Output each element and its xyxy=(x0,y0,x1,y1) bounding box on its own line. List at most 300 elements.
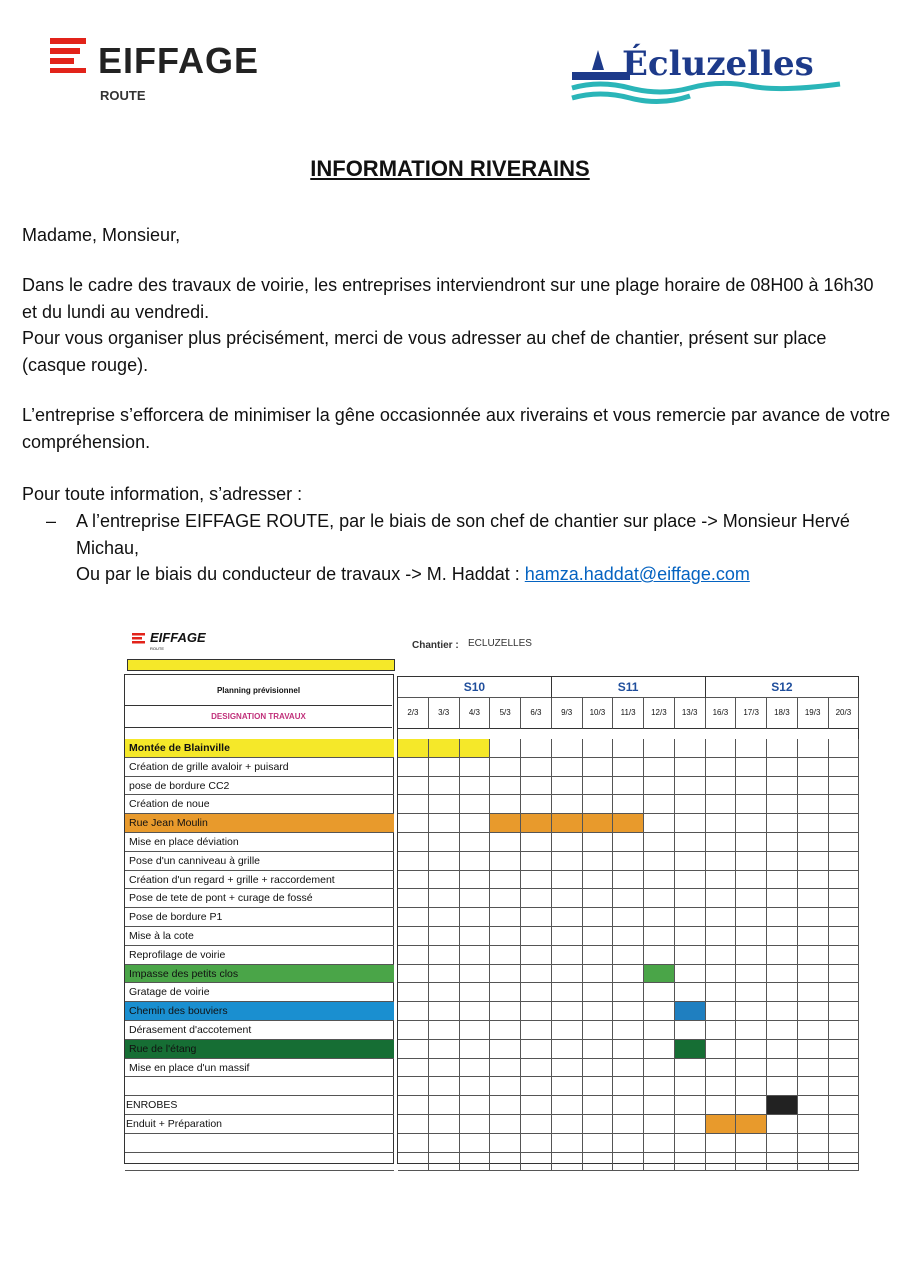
gantt-cell xyxy=(675,983,706,1002)
task-list xyxy=(124,674,394,1164)
gantt-cell xyxy=(675,1134,706,1153)
gantt-cell xyxy=(798,758,829,777)
gantt-bar xyxy=(521,814,552,833)
gantt-cell xyxy=(460,927,491,946)
date-header: 19/3 xyxy=(798,698,829,729)
gantt-cell xyxy=(706,1096,737,1115)
gantt-cell xyxy=(613,1059,644,1078)
gantt-cell xyxy=(798,739,829,758)
gantt-cell xyxy=(552,758,583,777)
gantt-cell xyxy=(490,908,521,927)
gantt-cell xyxy=(644,795,675,814)
gantt-cell xyxy=(490,927,521,946)
gantt-cell xyxy=(798,777,829,796)
gantt-cell xyxy=(706,739,737,758)
gantt-cell xyxy=(675,739,706,758)
gantt-cell xyxy=(829,927,860,946)
gantt-cell xyxy=(552,1096,583,1115)
gantt-cell xyxy=(429,1134,460,1153)
gantt-cell xyxy=(490,1153,521,1172)
gantt-cell xyxy=(675,927,706,946)
gantt-cell xyxy=(706,1134,737,1153)
gantt-cell xyxy=(429,1059,460,1078)
gantt-cell xyxy=(706,1153,737,1172)
gantt-cell xyxy=(521,1002,552,1021)
gantt-cell xyxy=(644,908,675,927)
gantt-cell xyxy=(644,946,675,965)
week-header: S10 xyxy=(398,677,552,698)
gantt-cell xyxy=(613,1153,644,1172)
gantt-cell xyxy=(736,871,767,890)
gantt-cell xyxy=(798,1059,829,1078)
gantt-cell xyxy=(829,1002,860,1021)
task-row: Rue de l'étang xyxy=(125,1040,394,1059)
task-row: Impasse des petits clos xyxy=(125,965,394,984)
gantt-cell xyxy=(583,1059,614,1078)
gantt-bar xyxy=(398,739,429,758)
gantt-cell xyxy=(613,946,644,965)
gantt-cell xyxy=(429,1153,460,1172)
gantt-cell xyxy=(829,758,860,777)
gantt-cell xyxy=(552,1002,583,1021)
gantt-cell xyxy=(736,983,767,1002)
gantt-bar xyxy=(644,965,675,984)
gantt-cell xyxy=(490,1040,521,1059)
gantt-cell xyxy=(706,983,737,1002)
gantt-cell xyxy=(767,758,798,777)
gantt-cell xyxy=(613,983,644,1002)
gantt-cell xyxy=(706,908,737,927)
gantt-cell xyxy=(644,1115,675,1134)
gantt-cell xyxy=(490,1002,521,1021)
gantt-cell xyxy=(736,1153,767,1172)
gantt-cell xyxy=(675,1077,706,1096)
gantt-cell xyxy=(736,889,767,908)
gantt-cell xyxy=(460,983,491,1002)
gantt-cell xyxy=(398,1077,429,1096)
gantt-cell xyxy=(460,758,491,777)
gantt-cell xyxy=(490,1115,521,1134)
gantt-cell xyxy=(429,983,460,1002)
gantt-cell xyxy=(398,1059,429,1078)
gantt-cell xyxy=(583,908,614,927)
gantt-cell xyxy=(798,1040,829,1059)
task-row xyxy=(125,1134,394,1153)
gantt-cell xyxy=(706,795,737,814)
gantt-cell xyxy=(398,795,429,814)
gantt-cell xyxy=(521,1096,552,1115)
gantt-cell xyxy=(552,739,583,758)
gantt-cell xyxy=(675,1059,706,1078)
task-row xyxy=(125,1077,394,1096)
gantt-cell xyxy=(829,795,860,814)
gantt-cell xyxy=(644,739,675,758)
gantt-cell xyxy=(613,777,644,796)
planning-logo: EIFFAGE ROUTE xyxy=(132,632,146,650)
gantt-cell xyxy=(798,852,829,871)
gantt-cell xyxy=(644,777,675,796)
gantt-cell xyxy=(429,758,460,777)
date-header: 9/3 xyxy=(552,698,583,729)
gantt-cell xyxy=(398,1134,429,1153)
gantt-cell xyxy=(398,1040,429,1059)
gantt-cell xyxy=(613,1077,644,1096)
gantt-cell xyxy=(767,1040,798,1059)
date-header: 3/3 xyxy=(429,698,460,729)
gantt-cell xyxy=(460,1096,491,1115)
gantt-cell xyxy=(583,833,614,852)
gantt-cell xyxy=(490,758,521,777)
gantt-cell xyxy=(798,1021,829,1040)
gantt-cell xyxy=(706,1002,737,1021)
gantt-cell xyxy=(613,1096,644,1115)
gantt-cell xyxy=(644,1153,675,1172)
date-header: 20/3 xyxy=(829,698,860,729)
gantt-cell xyxy=(644,871,675,890)
gantt-cell xyxy=(767,1115,798,1134)
gantt-cell xyxy=(398,983,429,1002)
gantt-cell xyxy=(829,965,860,984)
gantt-cell xyxy=(429,777,460,796)
gantt-cell xyxy=(521,1153,552,1172)
gantt-cell xyxy=(736,946,767,965)
gantt-cell xyxy=(583,965,614,984)
gantt-cell xyxy=(552,965,583,984)
gantt-cell xyxy=(521,871,552,890)
gantt-cell xyxy=(398,1096,429,1115)
gantt-cell xyxy=(552,1115,583,1134)
task-row: Dérasement d'accotement xyxy=(125,1021,394,1040)
gantt-cell xyxy=(675,946,706,965)
gantt-cell xyxy=(644,1096,675,1115)
gantt-cell xyxy=(829,814,860,833)
gantt-cell xyxy=(552,927,583,946)
eiffage-bars-icon xyxy=(132,633,146,645)
gantt-cell xyxy=(460,946,491,965)
gantt-cell xyxy=(644,814,675,833)
gantt-cell xyxy=(736,795,767,814)
gantt-cell xyxy=(521,777,552,796)
gantt-cell xyxy=(798,1096,829,1115)
gantt-cell xyxy=(613,1134,644,1153)
task-row: Pose de bordure P1 xyxy=(125,908,394,927)
gantt-cell xyxy=(460,1059,491,1078)
gantt-cell xyxy=(644,758,675,777)
gantt-cell xyxy=(798,1134,829,1153)
chantier-label: Chantier : xyxy=(412,640,459,651)
gantt-cell xyxy=(736,1134,767,1153)
date-header: 10/3 xyxy=(583,698,614,729)
gantt-cell xyxy=(767,795,798,814)
gantt-cell xyxy=(429,814,460,833)
gantt-cell xyxy=(490,1077,521,1096)
gantt-cell xyxy=(521,1059,552,1078)
gantt-cell xyxy=(429,1021,460,1040)
gantt-cell xyxy=(429,1115,460,1134)
gantt-cell xyxy=(675,833,706,852)
gantt-bar xyxy=(429,739,460,758)
gantt-cell xyxy=(829,1153,860,1172)
gantt-cell xyxy=(429,852,460,871)
gantt-cell xyxy=(736,1096,767,1115)
gantt-cell xyxy=(675,889,706,908)
gantt-cell xyxy=(429,1096,460,1115)
gantt-cell xyxy=(644,927,675,946)
gantt-cell xyxy=(613,1040,644,1059)
gantt-cell xyxy=(829,1096,860,1115)
gantt-cell xyxy=(613,1021,644,1040)
gantt-cell xyxy=(583,946,614,965)
gantt-cell xyxy=(552,1040,583,1059)
gantt-cell xyxy=(767,1153,798,1172)
task-row: ENROBES xyxy=(125,1096,394,1115)
gantt-cell xyxy=(490,852,521,871)
gantt-cell xyxy=(644,1134,675,1153)
gantt-cell xyxy=(490,833,521,852)
gantt-cell xyxy=(398,777,429,796)
gantt-cell xyxy=(552,889,583,908)
gantt-cell xyxy=(521,1021,552,1040)
gantt-cell xyxy=(829,908,860,927)
gantt-cell xyxy=(798,795,829,814)
gantt-cell xyxy=(398,1153,429,1172)
paragraph-apology: L’entreprise s’efforcera de minimiser la gêne occasionnée aux riverains et vous remercie par avance de votre compréhension. xyxy=(22,405,891,452)
gantt-cell xyxy=(583,1077,614,1096)
company-name: EIFFAGE xyxy=(98,40,260,81)
gantt-cell xyxy=(675,871,706,890)
gantt-cell xyxy=(736,739,767,758)
gantt-cell xyxy=(552,946,583,965)
gantt-cell xyxy=(583,889,614,908)
gantt-cell xyxy=(613,1002,644,1021)
gantt-cell xyxy=(552,871,583,890)
gantt-cell xyxy=(675,758,706,777)
gantt-cell xyxy=(552,777,583,796)
gantt-cell xyxy=(583,1153,614,1172)
gantt-cell xyxy=(583,1096,614,1115)
gantt-cell xyxy=(736,758,767,777)
gantt-bar xyxy=(613,814,644,833)
gantt-cell xyxy=(398,889,429,908)
gantt-cell xyxy=(736,927,767,946)
gantt-cell xyxy=(736,908,767,927)
bullet-dash: – xyxy=(46,511,57,531)
gantt-cell xyxy=(398,1002,429,1021)
email-link[interactable]: hamza.haddat@eiffage.com xyxy=(524,564,750,584)
gantt-cell xyxy=(675,795,706,814)
task-row: Création de grille avaloir + puisard xyxy=(125,758,394,777)
gantt-cell xyxy=(552,1153,583,1172)
date-header: 16/3 xyxy=(706,698,737,729)
gantt-cell xyxy=(490,1059,521,1078)
gantt-cell xyxy=(706,946,737,965)
gantt-cell xyxy=(767,833,798,852)
gantt-cell xyxy=(613,739,644,758)
gantt-cell xyxy=(429,889,460,908)
gantt-cell xyxy=(798,946,829,965)
gantt-cell xyxy=(521,965,552,984)
gantt-cell xyxy=(706,814,737,833)
gantt-cell xyxy=(767,1134,798,1153)
gantt-cell xyxy=(613,871,644,890)
planning-title: Planning prévisionnel xyxy=(125,675,392,706)
gantt-cell xyxy=(644,889,675,908)
date-header: 11/3 xyxy=(613,698,644,729)
gantt-cell xyxy=(829,1040,860,1059)
gantt-cell xyxy=(521,852,552,871)
gantt-bar xyxy=(583,814,614,833)
task-row: Gratage de voirie xyxy=(125,983,394,1002)
gantt-cell xyxy=(736,965,767,984)
gantt-cell xyxy=(798,814,829,833)
gantt-cell xyxy=(829,983,860,1002)
gantt-cell xyxy=(583,777,614,796)
gantt-cell xyxy=(706,1040,737,1059)
gantt-cell xyxy=(767,965,798,984)
gantt-cell xyxy=(767,908,798,927)
task-row: Mise en place d'un massif xyxy=(125,1059,394,1078)
gantt-cell xyxy=(706,852,737,871)
gantt-cell xyxy=(583,1115,614,1134)
gantt-cell xyxy=(398,871,429,890)
gantt-cell xyxy=(644,983,675,1002)
gantt-cell xyxy=(429,965,460,984)
gantt-cell xyxy=(644,1059,675,1078)
ecluzelles-logo xyxy=(570,40,850,105)
gantt-cell xyxy=(675,1153,706,1172)
gantt-cell xyxy=(490,795,521,814)
gantt-bar xyxy=(552,814,583,833)
gantt-cell xyxy=(675,1115,706,1134)
gantt-cell xyxy=(460,1153,491,1172)
gantt-cell xyxy=(398,1115,429,1134)
date-header: 6/3 xyxy=(521,698,552,729)
gantt-cell xyxy=(583,852,614,871)
gantt-cell xyxy=(829,1077,860,1096)
gantt-cell xyxy=(613,852,644,871)
yellow-banner xyxy=(127,659,395,671)
gantt-cell xyxy=(767,946,798,965)
gantt-cell xyxy=(460,1115,491,1134)
gantt-cell xyxy=(736,1021,767,1040)
gantt-cell xyxy=(736,1040,767,1059)
gantt-cell xyxy=(521,1040,552,1059)
gantt-cell xyxy=(490,965,521,984)
task-row: Enduit + Préparation xyxy=(125,1115,394,1134)
gantt-cell xyxy=(521,908,552,927)
gantt-cell xyxy=(613,889,644,908)
gantt-cell xyxy=(767,777,798,796)
gantt-cell xyxy=(675,1021,706,1040)
date-header: 17/3 xyxy=(736,698,767,729)
gantt-bar xyxy=(767,1096,798,1115)
gantt-cell xyxy=(583,739,614,758)
gantt-cell xyxy=(613,965,644,984)
gantt-cell xyxy=(767,1021,798,1040)
gantt-cell xyxy=(736,1002,767,1021)
paragraph-contact: Pour vous organiser plus précisément, merci de vous adresser au chef de chantier, présent sur place (casque rouge). xyxy=(22,328,827,375)
gantt-bar xyxy=(675,1040,706,1059)
task-row: Création de noue xyxy=(125,795,394,814)
gantt-cell xyxy=(829,833,860,852)
gantt-cell xyxy=(460,777,491,796)
gantt-cell xyxy=(398,758,429,777)
gantt-cell xyxy=(460,1077,491,1096)
gantt-cell xyxy=(490,889,521,908)
task-row xyxy=(125,1153,394,1172)
gantt-cell xyxy=(460,833,491,852)
gantt-cell xyxy=(521,927,552,946)
gantt-cell xyxy=(706,871,737,890)
gantt-cell xyxy=(583,927,614,946)
gantt-cell xyxy=(798,1153,829,1172)
gantt-cell xyxy=(490,1134,521,1153)
task-row: Reprofilage de voirie xyxy=(125,946,394,965)
gantt-cell xyxy=(583,1021,614,1040)
gantt-bar xyxy=(706,1115,737,1134)
eiffage-bars-icon xyxy=(50,38,86,78)
task-row: Pose de tete de pont + curage de fossé xyxy=(125,889,394,908)
gantt-cell xyxy=(460,814,491,833)
gantt-cell xyxy=(552,1134,583,1153)
gantt-grid xyxy=(397,676,859,1164)
gantt-cell xyxy=(767,1077,798,1096)
gantt-cell xyxy=(798,927,829,946)
gantt-cell xyxy=(583,1002,614,1021)
task-row: Création d'un regard + grille + raccordement xyxy=(125,871,394,890)
gantt-cell xyxy=(767,889,798,908)
gantt-cell xyxy=(675,777,706,796)
gantt-cell xyxy=(521,983,552,1002)
date-header: 4/3 xyxy=(460,698,491,729)
gantt-cell xyxy=(736,777,767,796)
gantt-cell xyxy=(706,927,737,946)
gantt-cell xyxy=(675,852,706,871)
gantt-cell xyxy=(583,758,614,777)
gantt-cell xyxy=(429,927,460,946)
gantt-cell xyxy=(460,1021,491,1040)
gantt-cell xyxy=(429,908,460,927)
gantt-cell xyxy=(429,1040,460,1059)
gantt-cell xyxy=(429,795,460,814)
gantt-cell xyxy=(583,1134,614,1153)
gantt-cell xyxy=(767,739,798,758)
gantt-cell xyxy=(829,1134,860,1153)
gantt-cell xyxy=(521,1134,552,1153)
gantt-bar xyxy=(675,1002,706,1021)
gantt-cell xyxy=(613,795,644,814)
gantt-cell xyxy=(552,1077,583,1096)
gantt-cell xyxy=(644,1040,675,1059)
gantt-cell xyxy=(429,1077,460,1096)
task-row: Montée de Blainville xyxy=(125,739,394,758)
gantt-cell xyxy=(460,871,491,890)
gantt-cell xyxy=(767,927,798,946)
gantt-cell xyxy=(706,758,737,777)
date-header: 12/3 xyxy=(644,698,675,729)
paragraph-hours: Dans le cadre des travaux de voirie, les entreprises interviendront sur une plage horaire de 08H00 à 16h30 et du lundi au vendredi. xyxy=(22,275,874,322)
gantt-cell xyxy=(460,889,491,908)
gantt-bar xyxy=(460,739,491,758)
gantt-cell xyxy=(798,871,829,890)
greeting: Madame, Monsieur, xyxy=(22,225,181,245)
gantt-cell xyxy=(552,833,583,852)
date-header: 2/3 xyxy=(398,698,429,729)
gantt-cell xyxy=(398,833,429,852)
gantt-cell xyxy=(398,946,429,965)
bullet-conducteur xyxy=(76,561,876,588)
date-header: 18/3 xyxy=(767,698,798,729)
